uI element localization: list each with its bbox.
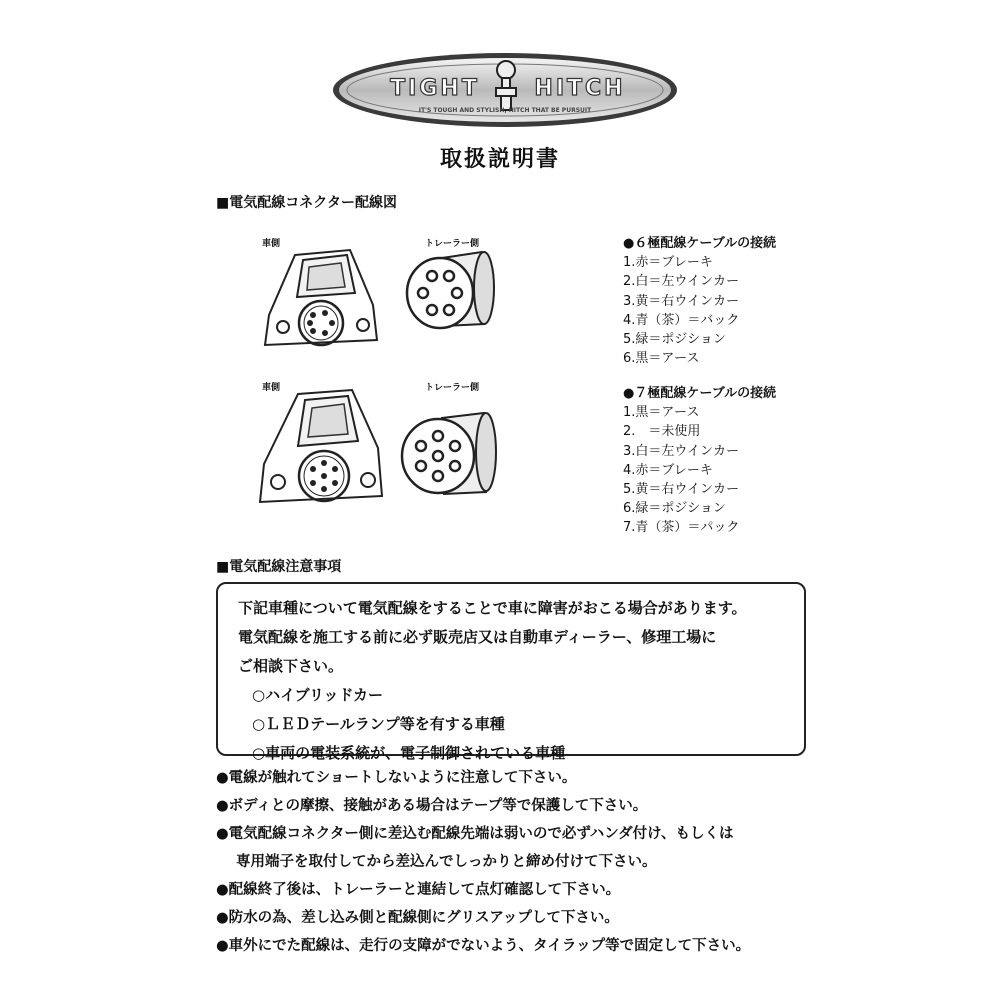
notice-item: ○ハイブリッドカー: [252, 686, 383, 704]
page-title: 取扱説明書: [439, 147, 560, 172]
trailer-plug-6pin-diagram: [402, 248, 502, 333]
caution-section-heading: ■電気配線注意事項: [216, 559, 342, 575]
notice-item: ○車両の電装系統が、電子制御されている車種: [252, 744, 566, 762]
note-item: ●車外にでた配線は、走行の支障がでないよう、タイラップ等で固定して下さい。: [216, 938, 751, 954]
vehicle-side-label-6pin: 車側: [262, 239, 281, 249]
notice-item: ○ＬＥＤテールランプ等を有する車種: [252, 715, 505, 733]
list-item: 4.青（茶）＝バック: [623, 312, 740, 328]
logo-tagline: IT'S TOUGH AND STYLISH, HITCH THAT BE PURSUIT: [418, 107, 592, 114]
list-item: 3.黄＝右ウインカー: [623, 293, 740, 309]
note-item-continuation: 専用端子を取付してから差込んでしっかりと締め付けて下さい。: [236, 854, 657, 870]
six-pole-wiring-list: [623, 234, 776, 368]
note-item: ●電気配線コネクター側に差込む配線先端は弱いので必ずハンダ付け、もしくは: [216, 826, 734, 842]
list-item: 6.黒＝アース: [623, 351, 700, 367]
list-item: 5.黄＝右ウインカー: [623, 482, 740, 498]
note-item: ●防水の為、差し込み側と配線側にグリスアップして下さい。: [216, 910, 619, 926]
trailer-side-label-7pin: トレーラー側: [425, 383, 480, 393]
caution-notice-box: [216, 582, 806, 762]
note-item: ●配線終了後は、トレーラーと連結して点灯確認して下さい。: [216, 882, 621, 898]
list-item: 3.白＝左ウインカー: [623, 443, 740, 459]
note-item: ●電線が触れてショートしないように注意して下さい。: [216, 770, 577, 786]
list-item: 2.白＝左ウインカー: [623, 274, 740, 290]
notice-line: 電気配線を施工する前に必ず販売店又は自動車ディーラー、修理工場に: [238, 628, 717, 646]
notice-line: 下記車種について電気配線をすることで車に障害がおこる場合があります。: [238, 599, 747, 617]
list-item: 5.緑＝ポジション: [623, 332, 726, 348]
vehicle-socket-6pin-diagram: [255, 245, 390, 360]
seven-pole-heading: ●７極配線ケーブルの接続: [623, 386, 777, 401]
trailer-side-label-6pin: トレーラー側: [425, 239, 480, 249]
list-item: 6.緑＝ポジション: [623, 501, 726, 517]
logo-left-word: TIGHT: [390, 76, 480, 101]
list-item: 7.青（茶）＝パック: [623, 520, 740, 536]
logo-right-word: HITCH: [534, 76, 626, 101]
note-item: ●ボディとの摩擦、接触がある場合はテープ等で保護して下さい。: [216, 798, 648, 814]
six-pole-heading: ●６極配線ケーブルの接続: [623, 236, 777, 251]
vehicle-socket-7pin-diagram: [250, 386, 395, 521]
trailer-plug-7pin-diagram: [398, 410, 506, 500]
list-item: 1.赤＝ブレーキ: [623, 255, 713, 271]
vehicle-side-label-7pin: 車側: [262, 383, 281, 393]
seven-pole-wiring-list: [623, 384, 776, 538]
connector-section-heading: ■電気配線コネクター配線図: [216, 195, 397, 211]
list-item: 4.赤＝ブレーキ: [623, 462, 713, 478]
list-item: 2. ＝未使用: [623, 424, 701, 440]
tight-hitch-logo: [330, 50, 680, 130]
notice-line: ご相談下さい。: [238, 657, 344, 675]
list-item: 1.黒＝アース: [623, 405, 700, 421]
caution-notes-list: [216, 764, 836, 960]
